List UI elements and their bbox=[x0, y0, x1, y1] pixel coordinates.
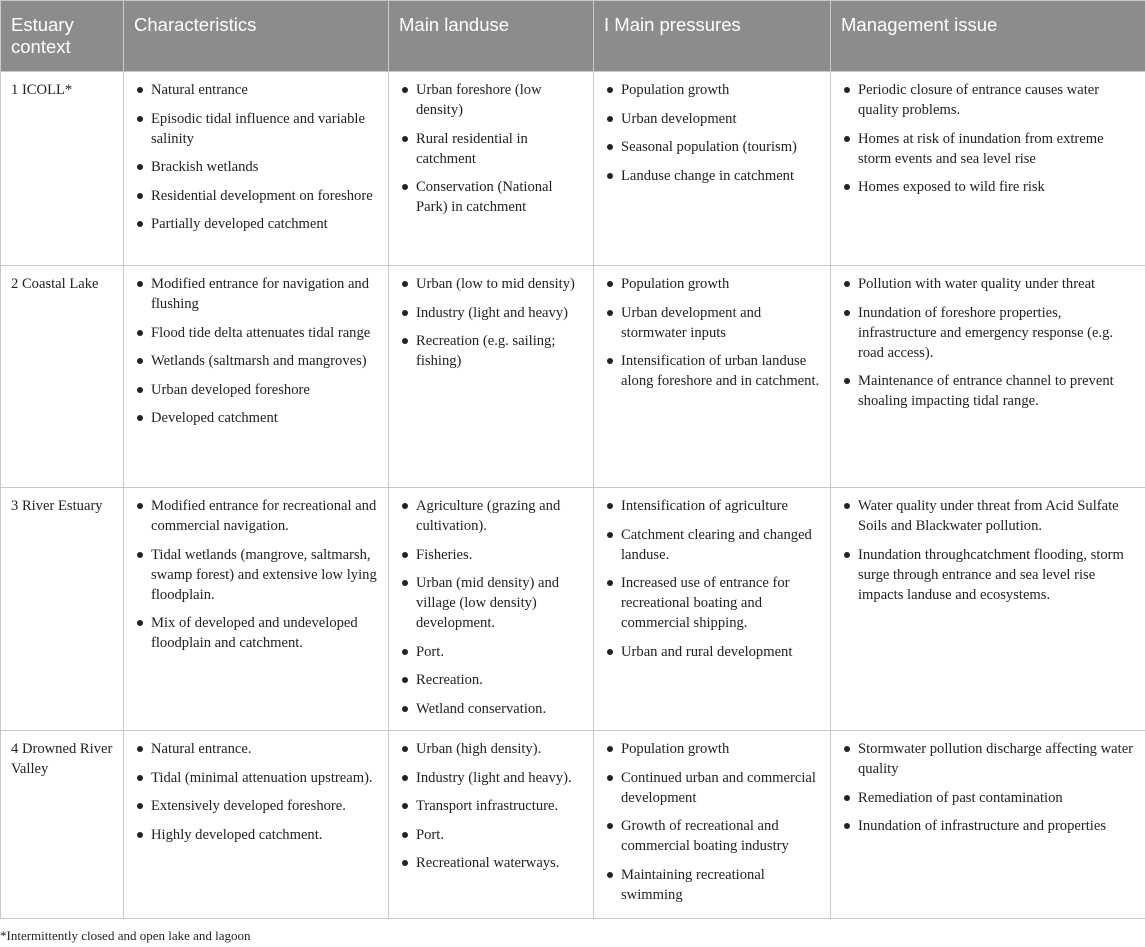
header-characteristics: Characteristics bbox=[124, 1, 389, 72]
pressure-item: Intensification of agriculture bbox=[602, 496, 822, 516]
characteristic-item: Developed catchment bbox=[132, 408, 380, 428]
management-issue-cell bbox=[831, 266, 1145, 488]
pressures-cell bbox=[594, 731, 831, 919]
issue-item: Inundation throughcatchment flooding, storm surge through entrance and sea level rise impacts landuse and ecosystems. bbox=[839, 545, 1137, 605]
characteristic-item: Modified entrance for recreational and commercial navigation. bbox=[132, 496, 380, 536]
characteristic-item: Natural entrance. bbox=[132, 739, 380, 759]
landuse-item: Fisheries. bbox=[397, 545, 585, 565]
management-issue-cell bbox=[831, 72, 1145, 266]
pressure-item: Urban development and stormwater inputs bbox=[602, 303, 822, 343]
landuse-item: Urban (high density). bbox=[397, 739, 585, 759]
landuse-item: Recreation (e.g. sailing; fishing) bbox=[397, 331, 585, 371]
characteristic-item: Partially developed catchment bbox=[132, 214, 380, 234]
issue-item: Stormwater pollution discharge affecting water quality bbox=[839, 739, 1137, 779]
management-issue-cell bbox=[831, 731, 1145, 919]
landuse-item: Recreational waterways. bbox=[397, 853, 585, 873]
pressure-item: Population growth bbox=[602, 739, 822, 759]
bullet-list bbox=[397, 80, 585, 217]
pressure-item: Catchment clearing and changed landuse. bbox=[602, 525, 822, 565]
bullet-list bbox=[839, 274, 1137, 411]
landuse-item: Urban foreshore (low density) bbox=[397, 80, 585, 120]
issue-item: Maintenance of entrance channel to prevent shoaling impacting tidal range. bbox=[839, 371, 1137, 411]
bullet-list bbox=[839, 496, 1137, 605]
pressure-item: Population growth bbox=[602, 80, 822, 100]
characteristic-item: Brackish wetlands bbox=[132, 157, 380, 177]
pressure-item: Growth of recreational and commercial boating industry bbox=[602, 816, 822, 856]
pressure-item: Population growth bbox=[602, 274, 822, 294]
table-row bbox=[1, 72, 1145, 266]
table-row bbox=[1, 266, 1145, 488]
landuse-item: Urban (mid density) and village (low density) development. bbox=[397, 573, 585, 633]
pressures-cell bbox=[594, 488, 831, 731]
bullet-list bbox=[839, 80, 1137, 197]
landuse-cell bbox=[389, 72, 594, 266]
characteristic-item: Wetlands (saltmarsh and mangroves) bbox=[132, 351, 380, 371]
header-management-issue: Management issue bbox=[831, 1, 1145, 72]
landuse-item: Urban (low to mid density) bbox=[397, 274, 585, 294]
management-issue-cell bbox=[831, 488, 1145, 731]
characteristics-cell bbox=[124, 488, 389, 731]
characteristic-item: Natural entrance bbox=[132, 80, 380, 100]
table-row bbox=[1, 488, 1145, 731]
characteristic-item: Extensively developed foreshore. bbox=[132, 796, 380, 816]
characteristic-item: Episodic tidal influence and variable salinity bbox=[132, 109, 380, 149]
pressure-item: Seasonal population (tourism) bbox=[602, 137, 822, 157]
issue-item: Periodic closure of entrance causes water quality problems. bbox=[839, 80, 1137, 120]
pressure-item: Urban development bbox=[602, 109, 822, 129]
bullet-list bbox=[132, 496, 380, 653]
pressure-item: Increased use of entrance for recreational boating and commercial shipping. bbox=[602, 573, 822, 633]
landuse-item: Industry (light and heavy) bbox=[397, 303, 585, 323]
characteristic-item: Modified entrance for navigation and flushing bbox=[132, 274, 380, 314]
pressures-cell bbox=[594, 72, 831, 266]
bullet-list bbox=[132, 274, 380, 428]
characteristic-item: Mix of developed and undeveloped floodplain and catchment. bbox=[132, 613, 380, 653]
issue-item: Inundation of foreshore properties, infrastructure and emergency response (e.g. road access). bbox=[839, 303, 1137, 363]
bullet-list bbox=[397, 496, 585, 719]
header-main-landuse: Main landuse bbox=[389, 1, 594, 72]
characteristic-item: Tidal wetlands (mangrove, saltmarsh, swamp forest) and extensive low lying floodplain. bbox=[132, 545, 380, 605]
landuse-item: Port. bbox=[397, 642, 585, 662]
characteristic-item: Flood tide delta attenuates tidal range bbox=[132, 323, 380, 343]
pressure-item: Landuse change in catchment bbox=[602, 166, 822, 186]
landuse-cell bbox=[389, 488, 594, 731]
landuse-item: Wetland conservation. bbox=[397, 699, 585, 719]
header-main-pressures: I Main pressures bbox=[594, 1, 831, 72]
header-row bbox=[1, 1, 1145, 72]
estuary-context-cell: 4 Drowned River Valley bbox=[1, 731, 124, 919]
landuse-item: Rural residential in catchment bbox=[397, 129, 585, 169]
bullet-list bbox=[602, 496, 822, 662]
characteristics-cell bbox=[124, 731, 389, 919]
footnote: *Intermittently closed and open lake and lagoon bbox=[0, 928, 251, 943]
landuse-item: Industry (light and heavy). bbox=[397, 768, 585, 788]
landuse-item: Port. bbox=[397, 825, 585, 845]
pressure-item: Maintaining recreational swimming bbox=[602, 865, 822, 905]
landuse-item: Recreation. bbox=[397, 670, 585, 690]
issue-item: Pollution with water quality under threat bbox=[839, 274, 1137, 294]
characteristic-item: Highly developed catchment. bbox=[132, 825, 380, 845]
bullet-list bbox=[602, 739, 822, 905]
pressures-cell bbox=[594, 266, 831, 488]
estuary-context-cell: 3 River Estuary bbox=[1, 488, 124, 731]
bullet-list bbox=[602, 80, 822, 186]
bullet-list bbox=[397, 274, 585, 371]
bullet-list bbox=[839, 739, 1137, 836]
characteristics-cell bbox=[124, 72, 389, 266]
issue-item: Inundation of infrastructure and properties bbox=[839, 816, 1137, 836]
issue-item: Homes at risk of inundation from extreme storm events and sea level rise bbox=[839, 129, 1137, 169]
issue-item: Water quality under threat from Acid Sulfate Soils and Blackwater pollution. bbox=[839, 496, 1137, 536]
bullet-list bbox=[132, 739, 380, 845]
pressure-item: Intensification of urban landuse along foreshore and in catchment. bbox=[602, 351, 822, 391]
bullet-list bbox=[132, 80, 380, 234]
landuse-item: Conservation (National Park) in catchment bbox=[397, 177, 585, 217]
bullet-list bbox=[602, 274, 822, 391]
pressure-item: Urban and rural development bbox=[602, 642, 822, 662]
characteristic-item: Urban developed foreshore bbox=[132, 380, 380, 400]
landuse-cell bbox=[389, 731, 594, 919]
characteristics-cell bbox=[124, 266, 389, 488]
table-row bbox=[1, 731, 1145, 919]
issue-item: Homes exposed to wild fire risk bbox=[839, 177, 1137, 197]
characteristic-item: Tidal (minimal attenuation upstream). bbox=[132, 768, 380, 788]
landuse-cell bbox=[389, 266, 594, 488]
issue-item: Remediation of past contamination bbox=[839, 788, 1137, 808]
estuary-context-cell: 1 ICOLL* bbox=[1, 72, 124, 266]
landuse-item: Transport infrastructure. bbox=[397, 796, 585, 816]
landuse-item: Agriculture (grazing and cultivation). bbox=[397, 496, 585, 536]
estuary-context-cell: 2 Coastal Lake bbox=[1, 266, 124, 488]
header-estuary-context: Estuary context bbox=[1, 1, 124, 72]
pressure-item: Continued urban and commercial development bbox=[602, 768, 822, 808]
bullet-list bbox=[397, 739, 585, 873]
characteristic-item: Residential development on foreshore bbox=[132, 186, 380, 206]
